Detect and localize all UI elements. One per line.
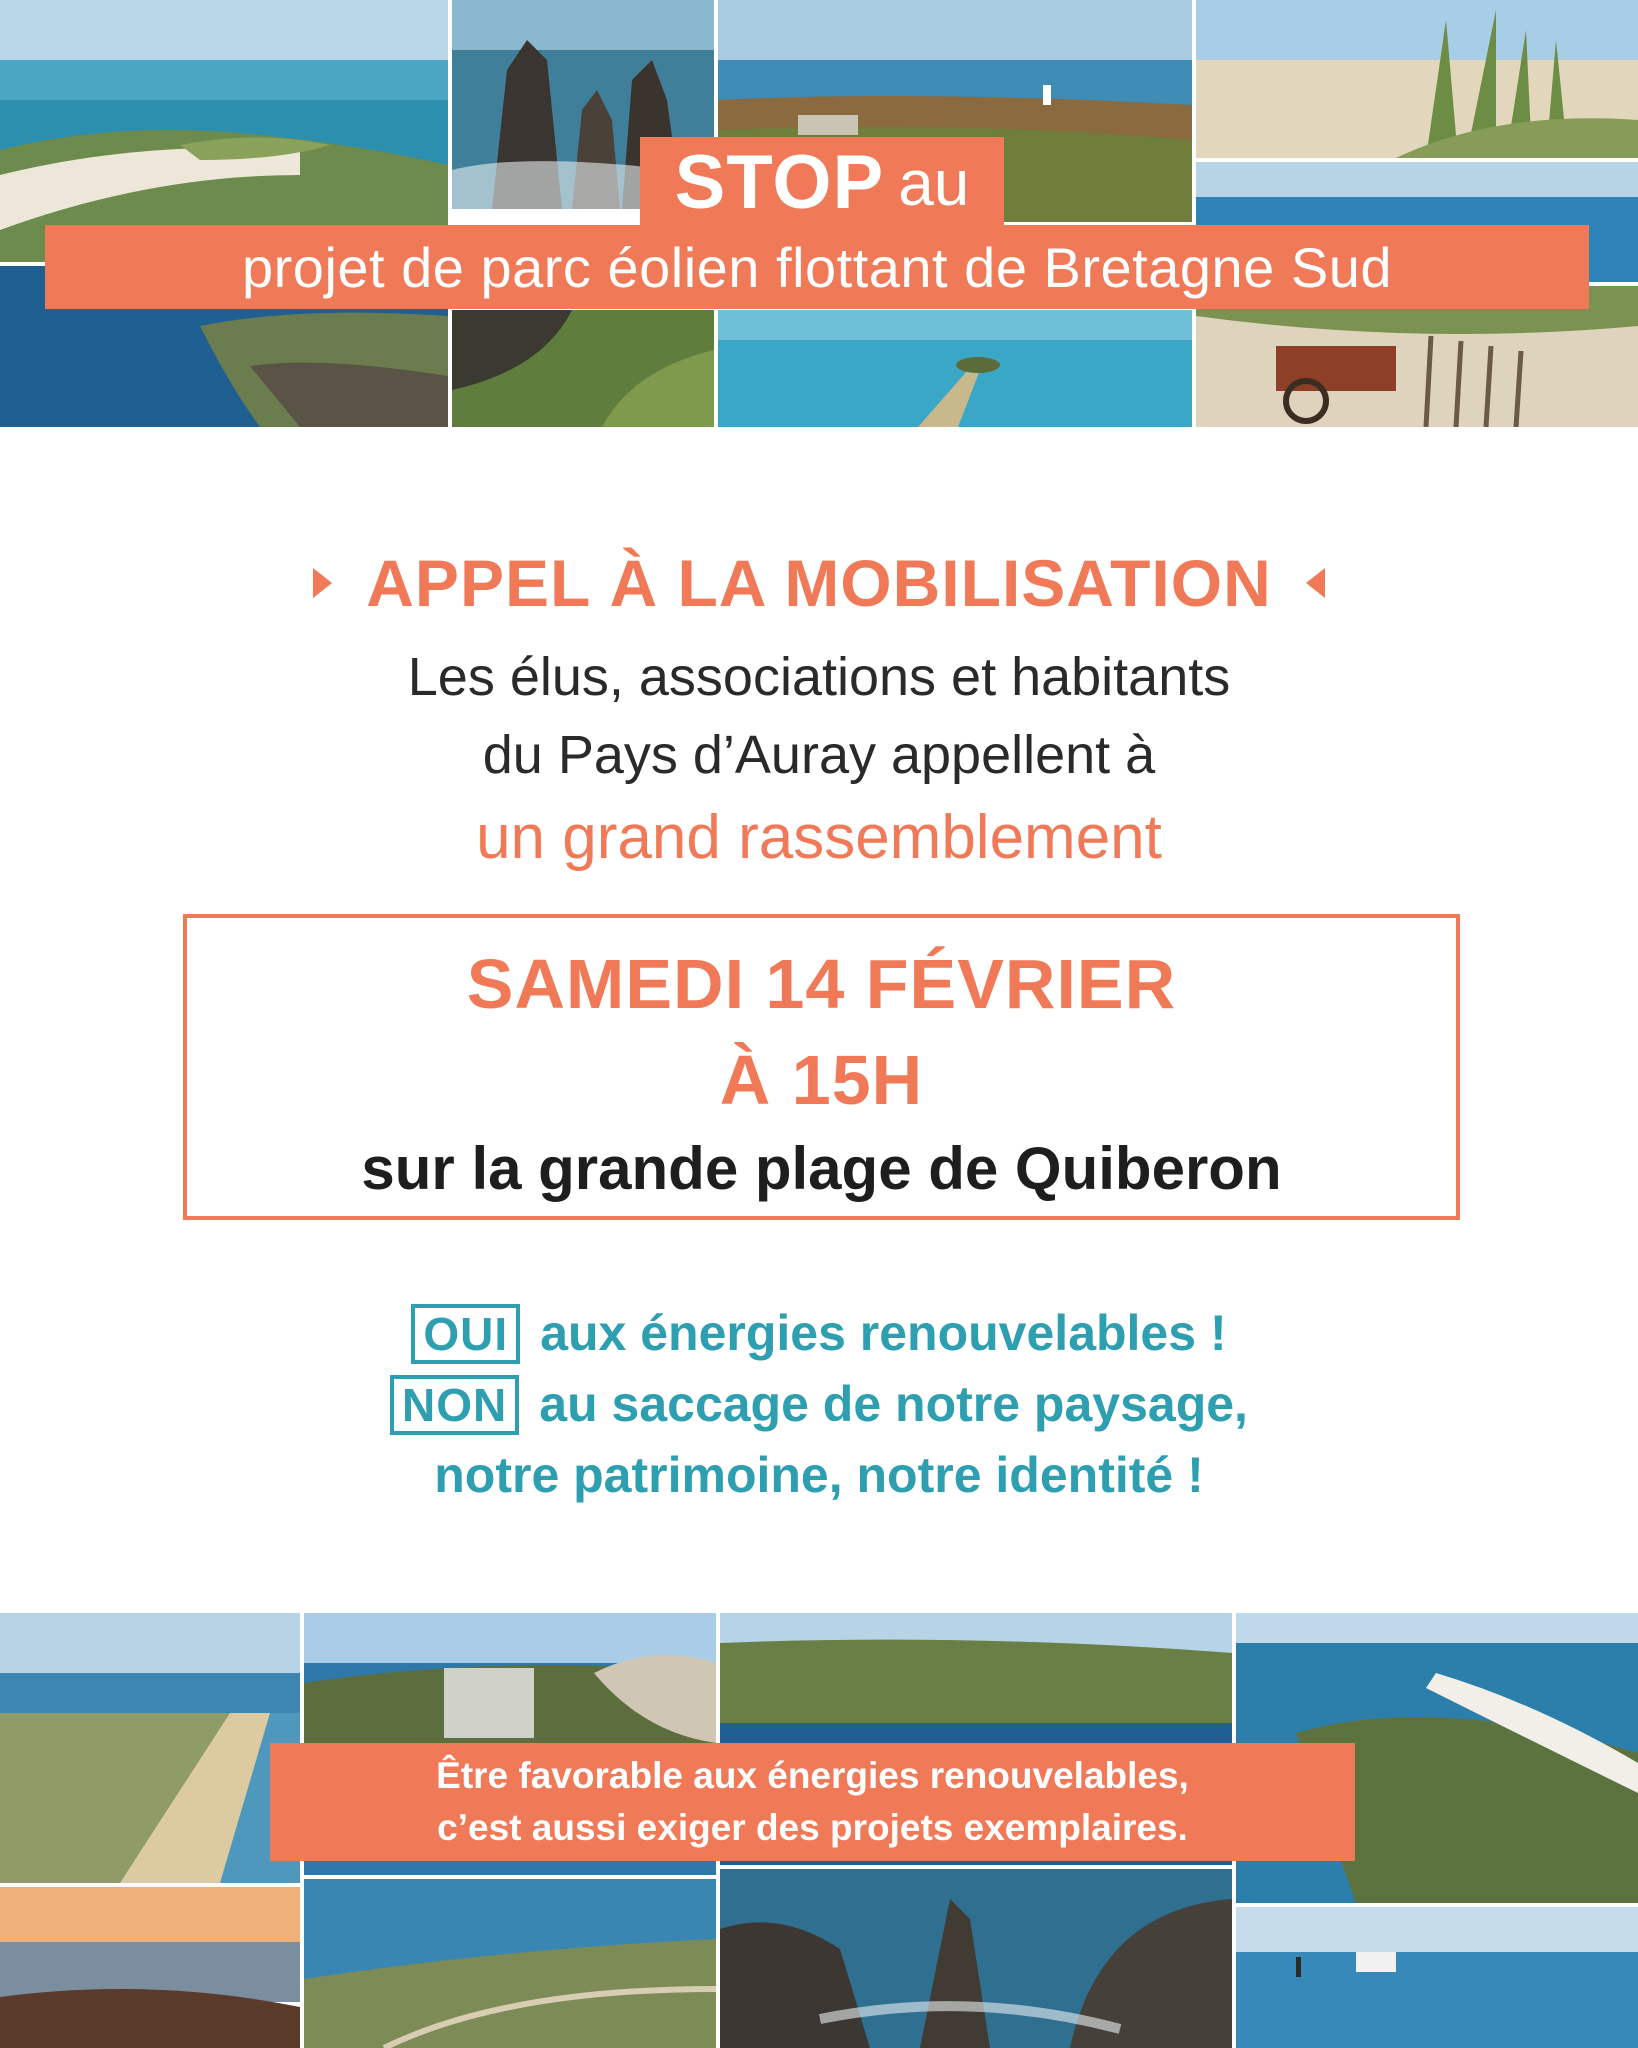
stop-suffix: au — [898, 147, 970, 219]
quote-line-1: Être favorable aux énergies renouvelables, — [436, 1755, 1189, 1796]
intro-line-1: Les élus, associations et habitants — [407, 647, 1231, 707]
triangle-left-icon — [1306, 568, 1325, 598]
stop-banner — [640, 137, 1004, 229]
photo-island-sand-spit — [0, 0, 448, 262]
slogan-no-continued — [0, 1440, 1638, 1511]
photo-rock-surf — [720, 1869, 1232, 2048]
photo-green-cliff — [452, 310, 714, 427]
no-text: au saccage de notre paysage, — [539, 1376, 1248, 1432]
slogan-yes — [0, 1298, 1638, 1369]
no-text-2: notre patrimoine, notre identité ! — [434, 1447, 1204, 1503]
yes-tag: OUI — [411, 1304, 520, 1364]
quote-banner — [270, 1743, 1355, 1861]
photo-lagoon-causeway — [718, 310, 1192, 427]
intro-line-2: du Pays d’Auray appellent à — [482, 725, 1156, 785]
event-time: À 15H — [719, 1041, 924, 1119]
intro-line-3: un grand rassemblement — [476, 803, 1162, 872]
mobilisation-heading — [0, 545, 1638, 621]
event-place: sur la grande plage de Quiberon — [361, 1135, 1282, 1202]
slogans — [0, 1298, 1638, 1511]
quote-line-2: c’est aussi exiger des projets exemplaires. — [437, 1807, 1188, 1848]
triangle-right-icon — [313, 568, 332, 598]
no-tag: NON — [390, 1375, 519, 1435]
event-date: SAMEDI 14 FÉVRIER — [466, 945, 1177, 1023]
bottom-photo-mosaic — [0, 1613, 1638, 2048]
stop-word: STOP — [674, 140, 885, 225]
photo-coastal-path — [304, 1879, 716, 2048]
yes-text: aux énergies renouvelables ! — [540, 1305, 1227, 1361]
slogan-no — [0, 1369, 1638, 1440]
photo-sunset-coast — [0, 1887, 300, 2048]
photo-dune-grass — [1196, 0, 1638, 158]
mobilisation-title: APPEL À LA MOBILISATION — [366, 546, 1272, 620]
top-photo-mosaic — [0, 0, 1638, 427]
photo-ferry-sea — [1236, 1907, 1638, 2048]
photo-long-beach — [0, 1613, 300, 1883]
project-banner: projet de parc éolien flottant de Bretagne Sud — [45, 225, 1589, 309]
event-box — [183, 914, 1460, 1220]
